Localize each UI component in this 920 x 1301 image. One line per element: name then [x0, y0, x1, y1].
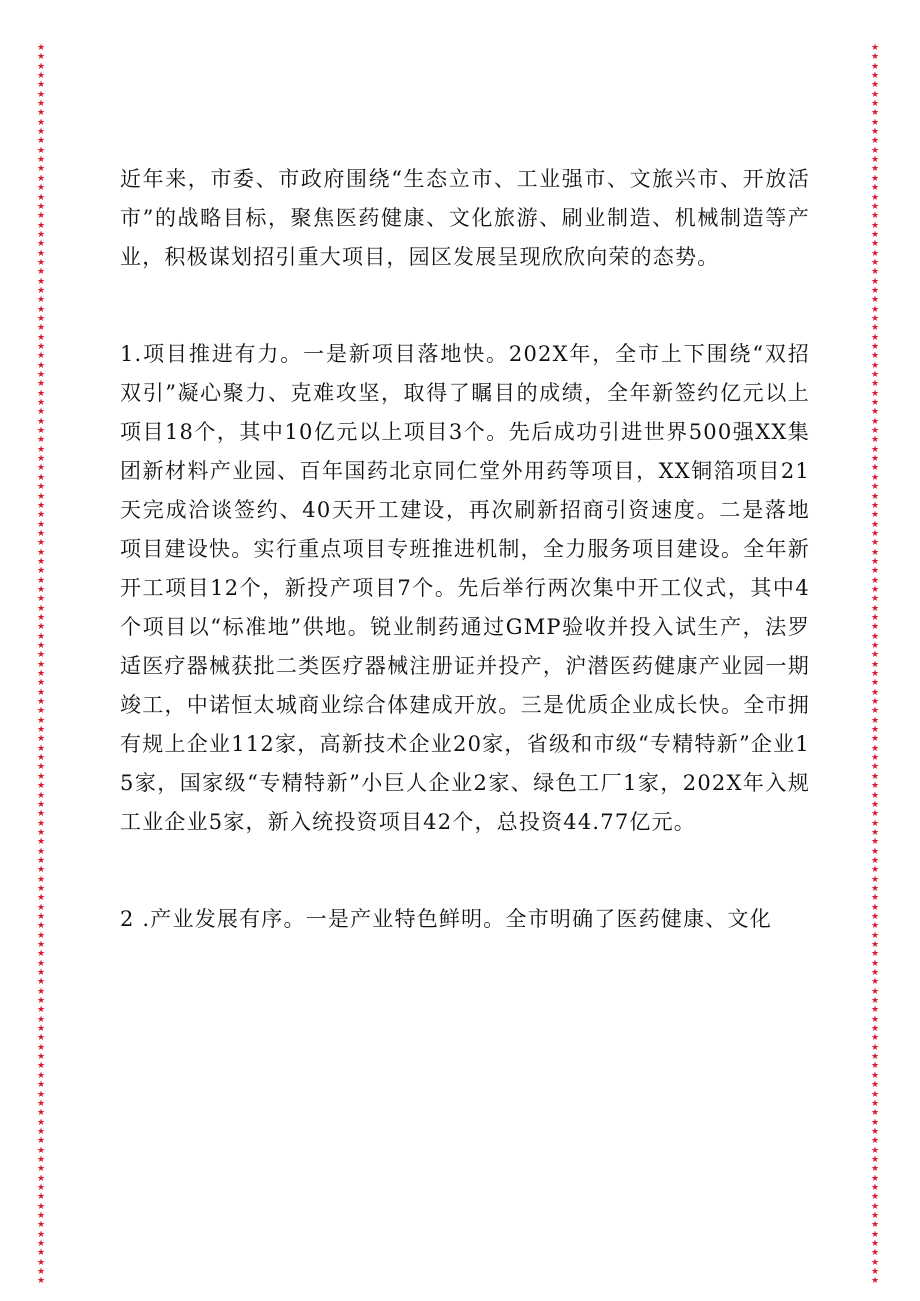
intro-paragraph: 近年来，市委、市政府围绕“生态立市、工业强市、文旅兴市、开放活市”的战略目标，聚焦医药健康、文化旅游、刷业制造、机械制造等产业，积极谋划招引重大项目，园区发展呈现欣欣向荣的态势。: [120, 167, 810, 269]
document-body: [120, 160, 810, 939]
section-2-paragraph: 2 .产业发展有序。一是产业特色鲜明。全市明确了医药健康、文化: [120, 907, 772, 931]
right-star-border: ★ ★ ★ ★ ★ ★ ★ ★ ★ ★ ★ ★ ★ ★ ★ ★ ★ ★ ★ ★ ★ ★ ★ ★ ★ ★ ★ ★ ★ ★ ★ ★ ★ ★ ★ ★ ★ ★ ★ ★ ★ ★ ★ ★ ★ ★ ★ ★ ★ ★ ★ ★ ★ ★ ★ ★ ★ ★ ★ ★ ★ ★ ★ ★ ★ ★ ★ ★ ★ ★ ★ ★ ★ ★ ★ ★ ★ ★ ★ ★ ★ ★ ★ ★ ★ ★ ★ ★ ★ ★ ★ ★ ★ ★ ★ ★ ★ ★ ★ ★ ★ ★ ★ ★ ★ ★ ★ ★ ★ ★ ★ ★ ★ ★ ★ ★ ★ ★ ★ ★ ★ ★ ★ ★ ★ ★ ★ ★ ★ ★ ★ ★ ★: [870, 43, 880, 1287]
section-1-paragraph: 1.项目推进有力。一是新项目落地快。202X年，全市上下围绕“双招双引”凝心聚力、克难攻坚，取得了瞩目的成绩，全年新签约亿元以上项目18个，其中10亿元以上项目3个。先后成功引进世界500强XX集团新材料产业园、百年国药北京同仁堂外用药等项目，XX铜箔项目21天完成洽谈签约、40天开工建设，再次刷新招商引资速度。二是落地项目建设快。实行重点项目专班推进机制，全力服务项目建设。全年新开工项目12个，新投产项目7个。先后举行两次集中开工仪式，其中4个项目以“标准地”供地。锐业制药通过GMP验收并投入试生产，法罗适医疗器械获批二类医疗器械注册证并投产，沪潜医药健康产业园一期竣工，中诺恒太城商业综合体建成开放。三是优质企业成长快。全市拥有规上企业112家，高新技术企业20家，省级和市级“专精特新”企业15家，国家级“专精特新”小巨人企业2家、绿色工厂1家，202X年入规工业企业5家，新入统投资项目42个，总投资44.77亿元。: [120, 342, 810, 834]
left-star-border: ★ ★ ★ ★ ★ ★ ★ ★ ★ ★ ★ ★ ★ ★ ★ ★ ★ ★ ★ ★ ★ ★ ★ ★ ★ ★ ★ ★ ★ ★ ★ ★ ★ ★ ★ ★ ★ ★ ★ ★ ★ ★ ★ ★ ★ ★ ★ ★ ★ ★ ★ ★ ★ ★ ★ ★ ★ ★ ★ ★ ★ ★ ★ ★ ★ ★ ★ ★ ★ ★ ★ ★ ★ ★ ★ ★ ★ ★ ★ ★ ★ ★ ★ ★ ★ ★ ★ ★ ★ ★ ★ ★ ★ ★ ★ ★ ★ ★ ★ ★ ★ ★ ★ ★ ★ ★ ★ ★ ★ ★ ★ ★ ★ ★ ★ ★ ★ ★ ★ ★ ★ ★ ★ ★ ★ ★ ★ ★ ★ ★ ★ ★ ★: [36, 43, 46, 1287]
